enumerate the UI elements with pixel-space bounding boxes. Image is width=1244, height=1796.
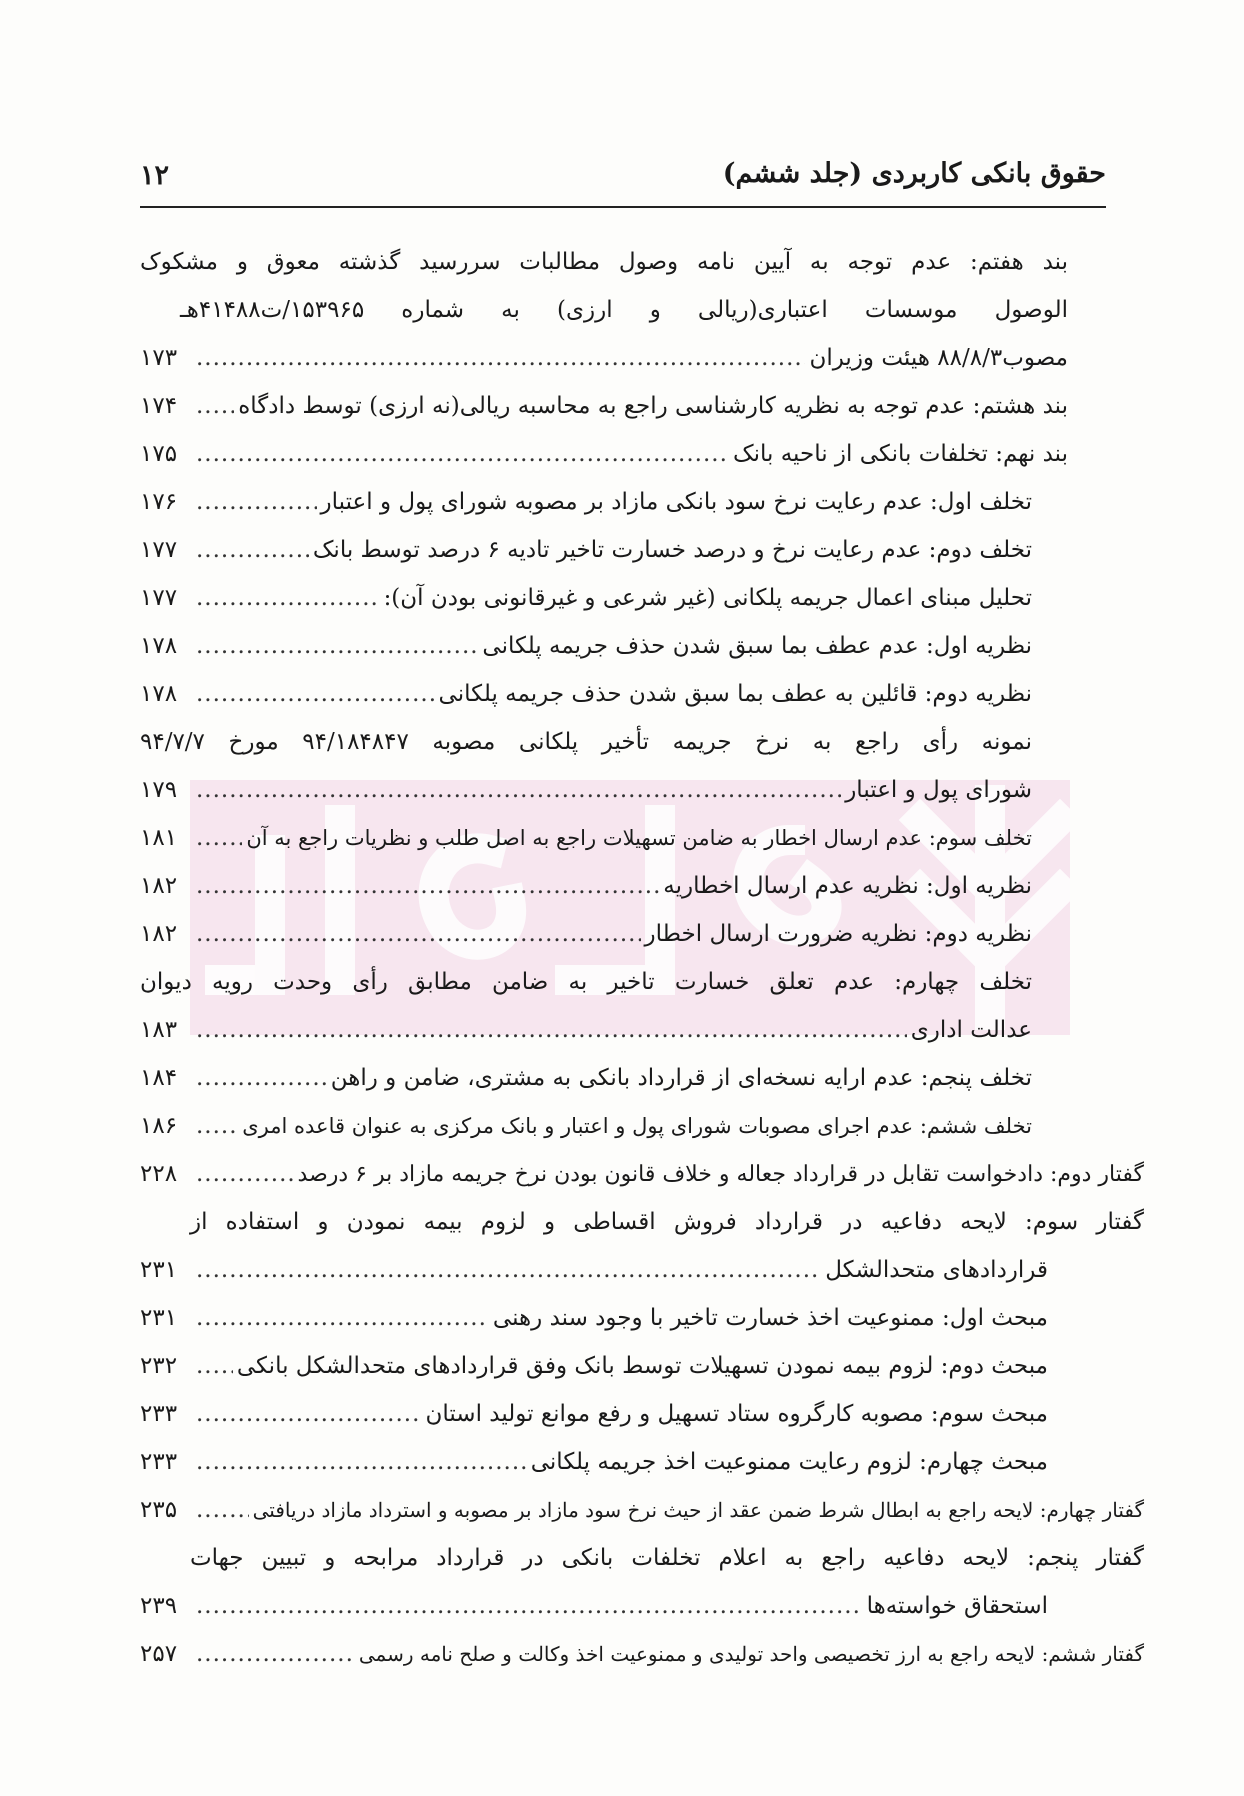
toc-entry[interactable]: گفتار چهارم: لایحه راجع به ابطال شرط ضمن عقد از حیث نرخ سود مازاد بر مصوبه و استرداد مازاد دریافتی ..... ۲۳۵ [140,1486,1144,1534]
toc-page-number: ۲۳۹ [140,1593,178,1619]
toc-page-number: ۱۸۴ [140,1065,178,1091]
leader-dots [196,574,380,622]
toc-entry[interactable]: نمونه رأی راجع به نرخ جریمه تأخیر پلکانی مصوبه ۹۴/۱۸۴۸۴۷ مورخ ۹۴/۷/۷ [140,729,1032,755]
page-header [140,148,1106,204]
leader-dots [196,334,805,382]
toc-entry[interactable]: گفتار ششم: لایحه راجع به ارز تخصیصی واحد تولیدی و ممنوعیت اخذ وکالت و صلح نامه رسمی ..... ۲۵۷ [140,1630,1144,1678]
toc-entry[interactable]: بند هشتم: عدم توجه به نظریه کارشناسی راجع به محاسبه ریالی(نه ارزی) توسط دادگاه ..... ۱۷۴ [140,382,1104,430]
leader-dots [196,766,841,814]
leader-dots [196,1102,238,1150]
page-number: ۱۲ [140,160,170,191]
toc-page-number: ۱۸۲ [140,873,178,899]
leader-dots [196,1150,294,1198]
leader-dots [196,430,729,478]
toc-entry[interactable]: مبحث سوم: مصوبه کارگروه ستاد تسهیل و رفع موانع تولید استان ..... ۲۳۳ [140,1390,1104,1438]
toc-page-number: ۱۷۸ [140,633,178,659]
leader-dots [196,1582,863,1630]
leader-dots [196,382,234,430]
toc-entry[interactable]: مصوب۸۸/۸/۳ هیئت وزیران ..... ۱۷۳ [140,334,1104,382]
leader-dots [196,1438,527,1486]
toc-entry[interactable]: قراردادهای متحدالشکل ..... ۲۳۱ [140,1246,1104,1294]
leader-dots [196,670,435,718]
toc-entry[interactable]: مبحث چهارم: لزوم رعایت ممنوعیت اخذ جریمه پلکانی ..... ۲۳۳ [140,1438,1104,1486]
toc-entry[interactable]: تخلف اول: عدم رعایت نرخ سود بانکی مازاد بر مصوبه شورای پول و اعتبار ..... ۱۷۶ [140,478,1104,526]
leader-dots [196,1054,327,1102]
toc-page-number: ۱۷۷ [140,585,178,611]
toc-page-number: ۲۳۳ [140,1449,178,1475]
toc-page-number: ۲۵۷ [140,1641,178,1667]
toc-entry[interactable]: نظریه دوم: قائلین به عطف بما سبق شدن حذف جریمه پلکانی ..... ۱۷۸ [140,670,1104,718]
toc-page-number: ۱۷۳ [140,345,178,371]
toc-page-number: ۱۷۵ [140,441,178,467]
toc-page-number: ۱۷۴ [140,393,178,419]
leader-dots [196,1342,233,1390]
leader-dots [196,1246,821,1294]
leader-dots [196,526,309,574]
leader-dots [196,1486,249,1534]
toc-entry[interactable]: گفتار سوم: لایحه دفاعیه در قرارداد فروش اقساطی و لزوم بیمه نمودن و استفاده از [190,1209,1144,1235]
leader-dots [196,1630,355,1678]
toc-entry[interactable]: بند نهم: تخلفات بانکی از ناحیه بانک ..... ۱۷۵ [140,430,1104,478]
toc-page-number: ۱۷۸ [140,681,178,707]
toc-entry[interactable]: نظریه اول: نظریه عدم ارسال اخطاریه ..... ۱۸۲ [140,862,1104,910]
toc-page-number: ۲۲۸ [140,1161,178,1187]
toc-page-number: ۲۳۱ [140,1305,178,1331]
leader-dots [196,1006,907,1054]
toc-entry[interactable]: استحقاق خواسته‌ها ..... ۲۳۹ [140,1582,1104,1630]
toc-entry[interactable]: تخلف دوم: عدم رعایت نرخ و درصد خسارت تاخیر تادیه ۶ درصد توسط بانک ..... ۱۷۷ [140,526,1104,574]
toc-entry[interactable]: مبحث دوم: لزوم بیمه نمودن تسهیلات توسط بانک وفق قراردادهای متحدالشکل بانکی ..... ۲۳۲ [140,1342,1104,1390]
toc-page-number: ۱۸۲ [140,921,178,947]
leader-dots [196,862,659,910]
toc-entry[interactable]: تخلف ششم: عدم اجرای مصوبات شورای پول و اعتبار و بانک مرکزی به عنوان قاعده امری ..... ۱۸۶ [140,1102,1104,1150]
toc-entry[interactable]: نظریه دوم: نظریه ضرورت ارسال اخطار ..... ۱۸۲ [140,910,1104,958]
toc-entry[interactable]: شورای پول و اعتبار ..... ۱۷۹ [140,766,1104,814]
toc-page-number: ۲۳۱ [140,1257,178,1283]
toc-page-number: ۱۸۳ [140,1017,178,1043]
toc-page-number: ۱۷۶ [140,489,178,515]
toc-entry[interactable]: عدالت اداری ..... ۱۸۳ [140,1006,1104,1054]
toc-entry[interactable]: بند هفتم: عدم توجه به آیین نامه وصول مطالبات سررسید گذشته معوق و مشکوک [140,249,1068,275]
toc-page-number: ۱۸۱ [140,825,178,851]
leader-dots [196,814,242,862]
running-title: حقوق بانکی کاربردی (جلد ششم) [722,158,1106,189]
toc-page-number: ۱۷۹ [140,777,178,803]
leader-dots [196,1390,421,1438]
leader-dots [196,622,478,670]
toc-page-number: ۱۸۶ [140,1113,178,1139]
table-of-contents [140,238,1144,1678]
toc-entry[interactable]: مبحث اول: ممنوعیت اخذ خسارت تاخیر با وجود سند رهنی ..... ۲۳۱ [140,1294,1104,1342]
toc-page-number: ۱۷۷ [140,537,178,563]
leader-dots [196,1294,489,1342]
toc-entry[interactable]: تخلف پنجم: عدم ارایه نسخه‌ای از قرارداد بانکی به مشتری، ضامن و راهن ..... ۱۸۴ [140,1054,1104,1102]
toc-entry[interactable]: تخلف چهارم: عدم تعلق خسارت تاخیر به ضامن مطابق رأی وحدت رویه دیوان [140,969,1032,995]
leader-dots [196,478,317,526]
toc-entry[interactable]: الوصول موسسات اعتباری(ریالی و ارزی) به شماره ۱۵۳۹۶۵/ت۴۱۴۸۸هـ [180,297,1068,323]
toc-page-number: ۲۳۲ [140,1353,178,1379]
toc-entry[interactable]: نظریه اول: عدم عطف بما سبق شدن حذف جریمه پلکانی ..... ۱۷۸ [140,622,1104,670]
header-rule [140,206,1106,208]
leader-dots [196,910,641,958]
toc-entry[interactable]: گفتار پنجم: لایحه دفاعیه راجع به اعلام تخلفات بانکی در قرارداد مرابحه و تبیین جهات [190,1545,1144,1571]
toc-page-number: ۲۳۳ [140,1401,178,1427]
toc-entry[interactable]: تخلف سوم: عدم ارسال اخطار به ضامن تسهیلات راجع به اصل طلب و نظریات راجع به آن ..... ۱۸۱ [140,814,1104,862]
toc-page-number: ۲۳۵ [140,1497,178,1523]
toc-entry[interactable]: گفتار دوم: دادخواست تقابل در قرارداد جعاله و خلاف قانون بودن نرخ جریمه مازاد بر ۶ درصد ..... ۲۲۸ [140,1150,1144,1198]
toc-entry[interactable]: تحلیل مبنای اعمال جریمه پلکانی (غیر شرعی و غیرقانونی بودن آن): ..... ۱۷۷ [140,574,1104,622]
